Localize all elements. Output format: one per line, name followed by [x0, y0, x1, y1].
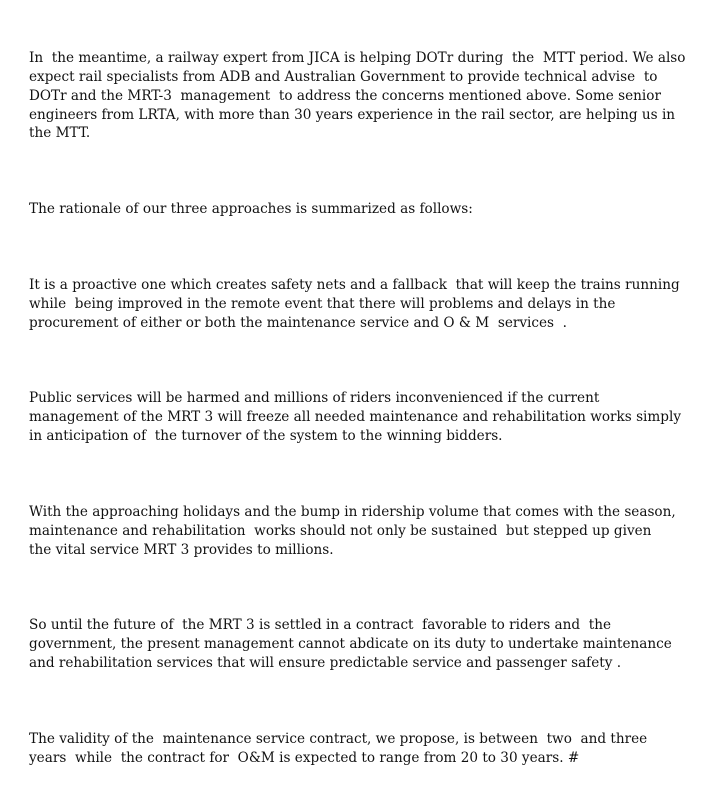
- paragraph-rationale-intro: The rationale of our three approaches is summarized as follows:: [29, 201, 473, 218]
- paragraph-contract-validity: The validity of the maintenance service contract, we propose, is between two and three years while the contract for O&M is expected to range from 20 to 30 years. #: [29, 731, 648, 766]
- paragraph-jica-experts: In the meantime, a railway expert from JICA is helping DOTr during the MTT period. We also expect rail specialists from ADB and Australian Government to provide technical advise to DOTr and the MRT-3 management to address the concerns mentioned above. Some senior engineers from LRTA, with more than 30 years experience in the rail sector, are helping us in the MTT.: [29, 49, 686, 142]
- paragraph-future-contract: So until the future of the MRT 3 is settled in a contract favorable to riders and the government, the present management cannot abdicate on its duty to undertake maintenance and rehabilitation services that will ensure predictable service and passenger safety .: [29, 617, 672, 672]
- paragraph-public-services: Public services will be harmed and millions of riders inconvenienced if the current management of the MRT 3 will freeze all needed maintenance and rehabilitation works simply in anticipation of the turnover of the system to the winning bidders.: [29, 390, 682, 445]
- paragraph-holidays-ridership: With the approaching holidays and the bump in ridership volume that comes with the season, maintenance and rehabilitation works should not only be sustained but stepped up given the vital service MRT 3 provides to millions.: [29, 503, 676, 558]
- paragraph-proactive-approach: It is a proactive one which creates safety nets and a fallback that will keep the trains running while being improved in the remote event that there will problems and delays in the procurement of either or both the maintenance service and O & M services .: [29, 276, 680, 331]
- document-body: [29, 11, 689, 806]
